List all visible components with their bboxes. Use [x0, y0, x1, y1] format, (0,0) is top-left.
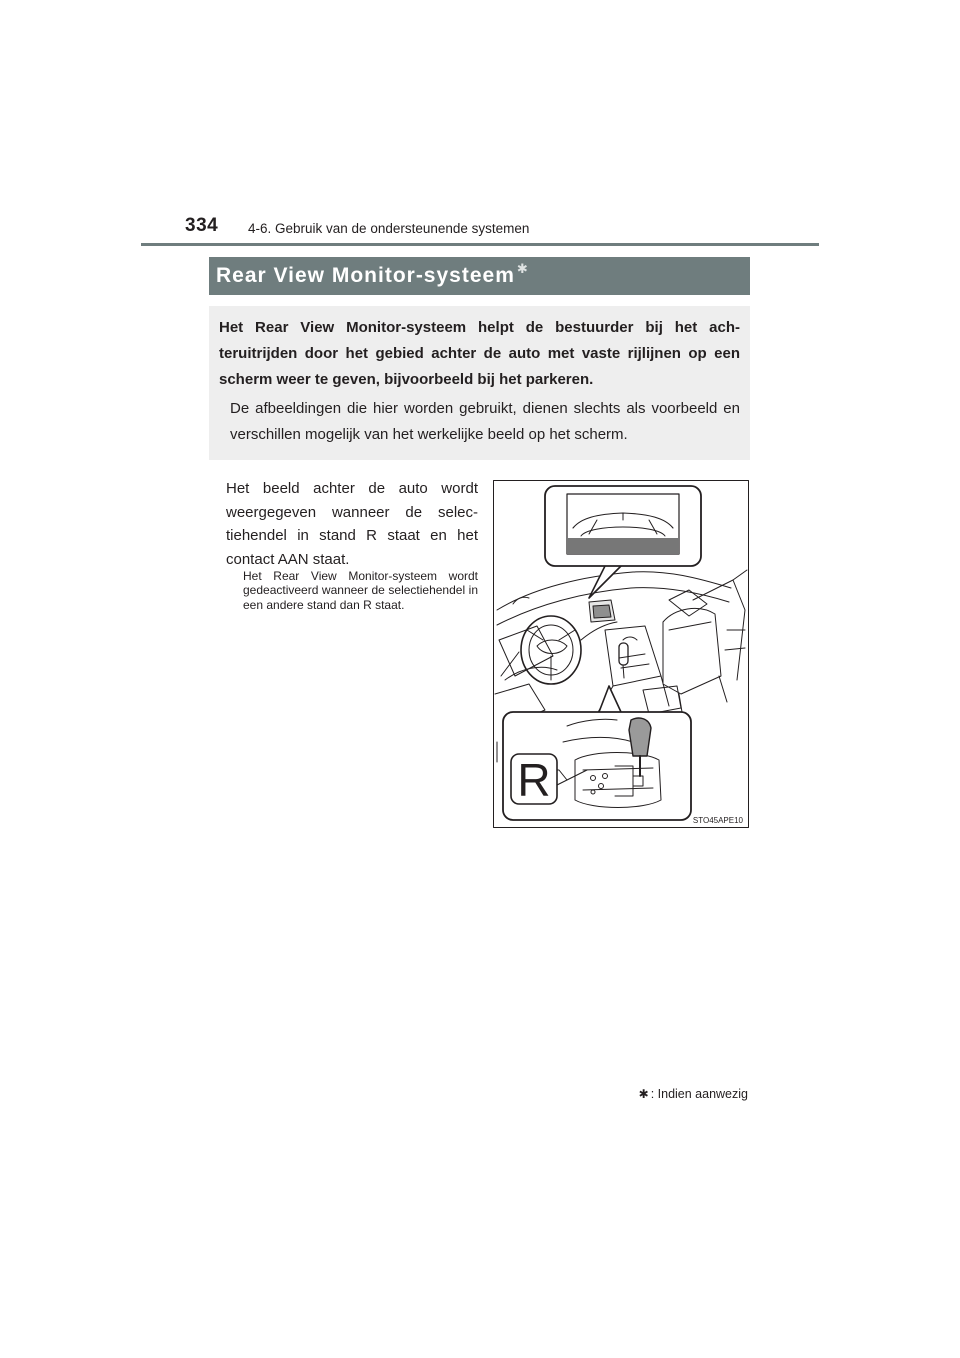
gear-r-label: R: [517, 754, 551, 806]
title-bar: [209, 257, 750, 295]
footnote: [639, 1087, 748, 1101]
page-number: 334: [185, 215, 219, 236]
section-title: 4-6. Gebruik van de ondersteunende systemen: [248, 221, 530, 236]
illustration-code: STO45APE10: [692, 816, 743, 825]
intro-lead: Het Rear View Monitor-systeem helpt de bestuurder bij het achteruitrijden door het gebied achter de auto met vaste rijlijnen op een scherm weer te geven, bijvoorbeeld bij het parkeren.: [219, 319, 740, 388]
page-title: Rear View Monitor-systeem: [216, 264, 515, 287]
illustration-rear-view-monitor: [493, 480, 749, 828]
body-note: Het Rear View Monitor-systeem wordt gedeactiveerd wanneer de selectiehendel in een andere stand dan R staat.: [243, 569, 478, 612]
intro-box: [209, 306, 750, 460]
footnote-text: : Indien aanwezig: [650, 1087, 748, 1101]
intro-note: De afbeeldingen die hier worden gebruikt, dienen slechts als voorbeeld en verschillen mogelijk van het werkelijke beeld op het scherm.: [230, 400, 740, 443]
asterisk-icon: ✱: [516, 261, 528, 276]
asterisk-icon: ✱: [638, 1087, 649, 1101]
body-paragraph: Het beeld achter de auto wordt weergegeven wanneer de selectiehendel in stand R staat en het contact AAN staat.: [226, 480, 478, 568]
header-divider: [141, 243, 819, 246]
